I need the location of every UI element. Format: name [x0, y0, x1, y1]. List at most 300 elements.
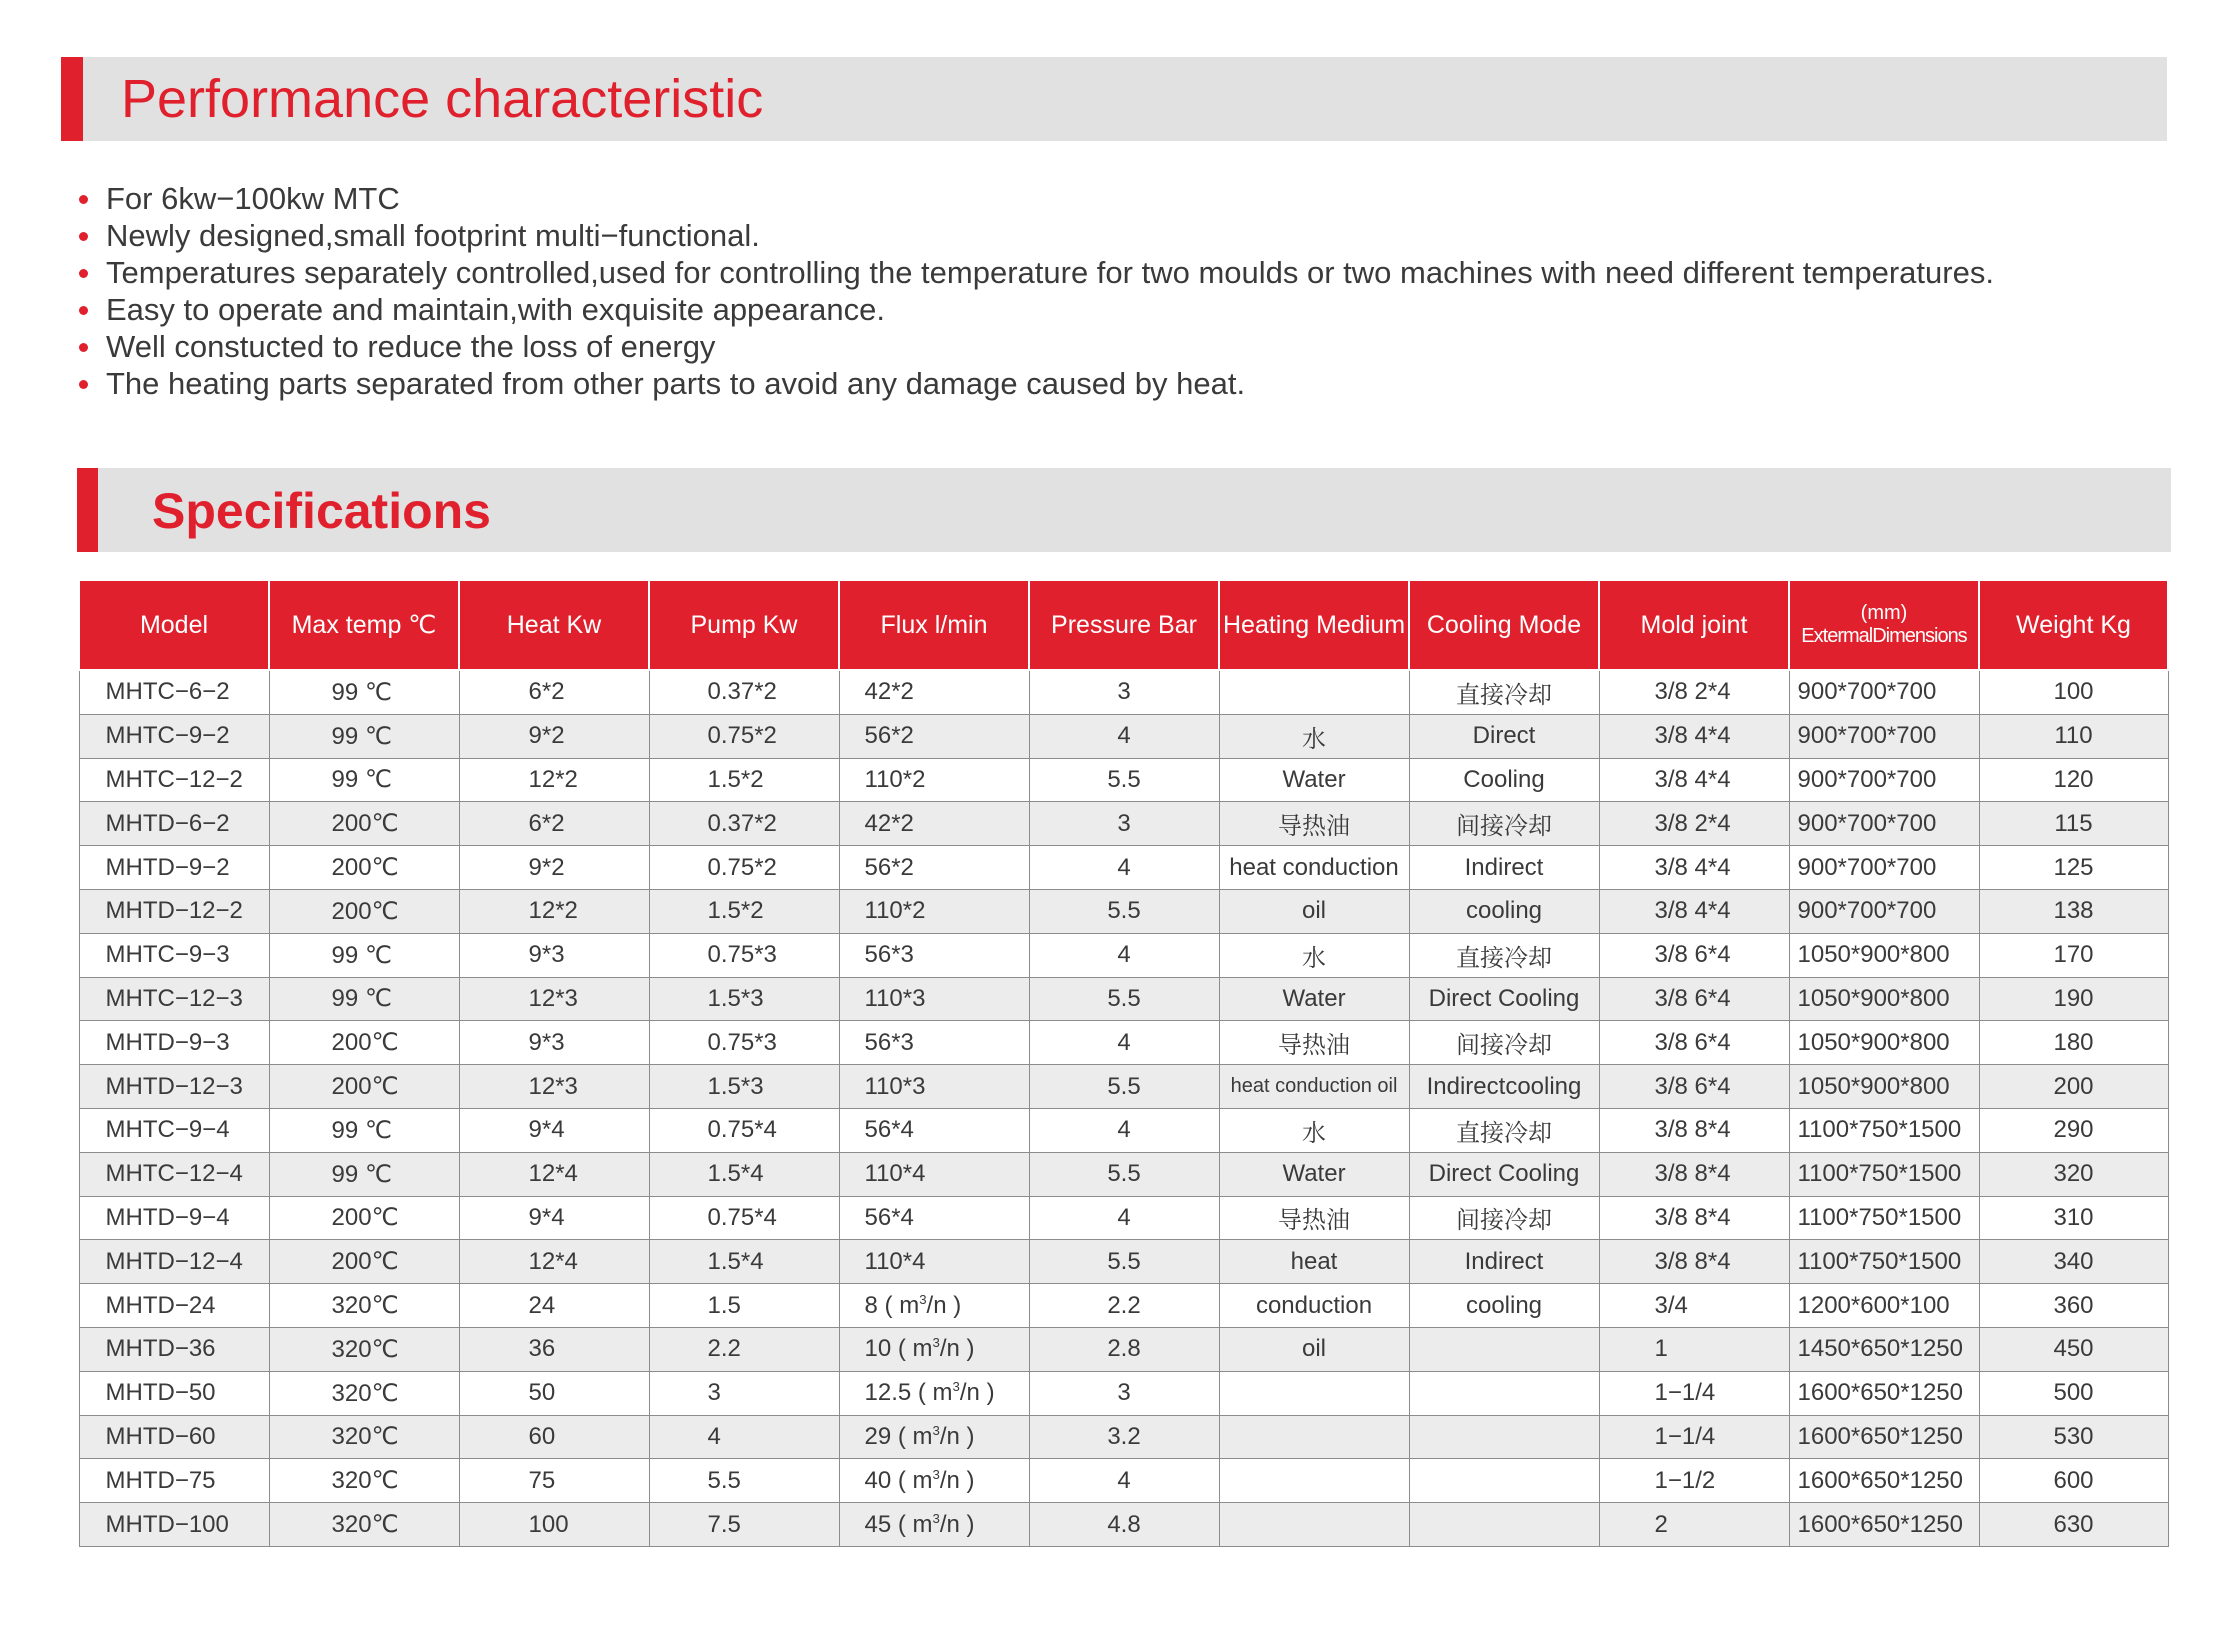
dimensions-unit: (mm) [1860, 602, 1908, 624]
cell-pump: 0.75*3 [649, 933, 839, 977]
cell-weight: 200 [1979, 1065, 2168, 1109]
cell-flux: 56*2 [839, 714, 1029, 758]
col-header-heat: Heat Kw [459, 580, 649, 670]
cell-dimensions: 1600*650*1250 [1789, 1371, 1979, 1415]
cell-flux: 110*4 [839, 1152, 1029, 1196]
cell-pump: 0.75*4 [649, 1108, 839, 1152]
specifications-title: Specifications [152, 483, 491, 539]
cell-weight: 290 [1979, 1108, 2168, 1152]
cell-mold-joint: 3/8 6*4 [1599, 1021, 1789, 1065]
cell-model: MHTC−12−2 [79, 758, 269, 802]
specifications-table [78, 579, 2169, 1547]
cell-pump: 5.5 [649, 1459, 839, 1503]
cell-pressure: 5.5 [1029, 1065, 1219, 1109]
cell-weight: 340 [1979, 1240, 2168, 1284]
cell-heating-medium: oil [1219, 889, 1409, 933]
table-row [79, 1240, 2168, 1284]
cell-weight: 138 [1979, 889, 2168, 933]
cell-pressure: 2.8 [1029, 1327, 1219, 1371]
cell-mold-joint: 2 [1599, 1503, 1789, 1547]
cell-mold-joint: 1 [1599, 1327, 1789, 1371]
col-header-heating-medium: Heating Medium [1219, 580, 1409, 670]
feature-item [76, 291, 1994, 328]
flux-unit-close: /n ) [939, 1422, 975, 1450]
cell-mold-joint: 3/8 4*4 [1599, 714, 1789, 758]
cell-model: MHTD−12−4 [79, 1240, 269, 1284]
flux-value: 12.5 [864, 1379, 912, 1407]
cell-dimensions: 1200*600*100 [1789, 1284, 1979, 1328]
cell-mold-joint: 3/4 [1599, 1284, 1789, 1328]
feature-item [76, 217, 1994, 254]
cell-mold-joint: 3/8 4*4 [1599, 889, 1789, 933]
table-row [79, 714, 2168, 758]
flux-unit-close: /n ) [939, 1466, 975, 1494]
cell-cooling-mode [1409, 1327, 1599, 1371]
cell-heat: 12*2 [459, 889, 649, 933]
cell-cooling-mode: Indirectcooling [1409, 1065, 1599, 1109]
cell-max-temp: 320℃ [269, 1371, 459, 1415]
cell-heating-medium: heat conduction oil [1219, 1065, 1409, 1109]
cell-weight: 630 [1979, 1503, 2168, 1547]
cell-heating-medium [1219, 1503, 1409, 1547]
cell-weight: 115 [1979, 802, 2168, 846]
cell-max-temp: 320℃ [269, 1327, 459, 1371]
flux-unit-close: /n ) [939, 1510, 975, 1538]
flux-unit-close: /n ) [959, 1379, 995, 1407]
cell-cooling-mode: 直接冷却 [1409, 670, 1599, 714]
cell-weight: 320 [1979, 1152, 2168, 1196]
cell-mold-joint: 3/8 2*4 [1599, 802, 1789, 846]
cell-mold-joint: 3/8 4*4 [1599, 846, 1789, 890]
table-row [79, 977, 2168, 1021]
feature-text: For 6kw−100kw MTC [106, 181, 400, 216]
flux-unit-open: ( m [877, 1291, 920, 1319]
cell-heat: 9*4 [459, 1196, 649, 1240]
cell-mold-joint: 3/8 2*4 [1599, 670, 1789, 714]
cell-weight: 125 [1979, 846, 2168, 890]
cell-heating-medium: heat conduction [1219, 846, 1409, 890]
bullet-dot-icon [79, 306, 88, 315]
cell-dimensions: 1100*750*1500 [1789, 1108, 1979, 1152]
cell-max-temp: 320℃ [269, 1503, 459, 1547]
cell-pressure: 4.8 [1029, 1503, 1219, 1547]
table-row [79, 1284, 2168, 1328]
flux-unit-exponent: 3 [932, 1422, 940, 1438]
cell-flux [839, 1459, 1029, 1503]
cell-model: MHTC−12−3 [79, 977, 269, 1021]
cell-mold-joint: 3/8 6*4 [1599, 933, 1789, 977]
cell-model: MHTD−12−2 [79, 889, 269, 933]
flux-unit-open: ( m [911, 1379, 953, 1407]
table-row [79, 1371, 2168, 1415]
cell-max-temp: 320℃ [269, 1415, 459, 1459]
cell-max-temp: 99 ℃ [269, 758, 459, 802]
cell-pressure: 4 [1029, 1459, 1219, 1503]
cell-max-temp: 99 ℃ [269, 670, 459, 714]
cell-weight: 450 [1979, 1327, 2168, 1371]
cell-model: MHTD−100 [79, 1503, 269, 1547]
cell-max-temp: 200℃ [269, 802, 459, 846]
cell-dimensions: 1050*900*800 [1789, 933, 1979, 977]
cell-flux: 56*4 [839, 1108, 1029, 1152]
cell-dimensions: 1050*900*800 [1789, 977, 1979, 1021]
flux-unit-open: ( m [891, 1422, 933, 1450]
table-row [79, 802, 2168, 846]
cell-flux [839, 1371, 1029, 1415]
cell-heating-medium: heat [1219, 1240, 1409, 1284]
cell-mold-joint: 3/8 8*4 [1599, 1196, 1789, 1240]
dimensions-label: ExtermalDimensions [1801, 625, 1967, 647]
cell-max-temp: 200℃ [269, 1196, 459, 1240]
cell-heat: 9*3 [459, 933, 649, 977]
cell-cooling-mode: cooling [1409, 889, 1599, 933]
cell-flux: 56*4 [839, 1196, 1029, 1240]
cell-model: MHTC−9−3 [79, 933, 269, 977]
cell-model: MHTD−36 [79, 1327, 269, 1371]
cell-pressure: 3 [1029, 802, 1219, 846]
cell-pressure: 3 [1029, 670, 1219, 714]
cell-model: MHTD−9−2 [79, 846, 269, 890]
cell-dimensions: 1050*900*800 [1789, 1065, 1979, 1109]
cell-model: MHTC−12−4 [79, 1152, 269, 1196]
cell-pressure: 4 [1029, 1196, 1219, 1240]
cell-pump: 0.75*3 [649, 1021, 839, 1065]
cell-cooling-mode: Direct Cooling [1409, 977, 1599, 1021]
cell-heat: 6*2 [459, 670, 649, 714]
cell-max-temp: 200℃ [269, 1240, 459, 1284]
cell-heat: 12*4 [459, 1152, 649, 1196]
table-row [79, 933, 2168, 977]
cell-heating-medium: conduction [1219, 1284, 1409, 1328]
cell-cooling-mode: Direct Cooling [1409, 1152, 1599, 1196]
feature-text: Temperatures separately controlled,used for controlling the temperature for two moulds or two machines with need different temperatures. [106, 255, 1994, 290]
cell-max-temp: 320℃ [269, 1459, 459, 1503]
cell-dimensions: 900*700*700 [1789, 802, 1979, 846]
table-header-row [79, 580, 2168, 670]
col-header-pressure: Pressure Bar [1029, 580, 1219, 670]
cell-weight: 120 [1979, 758, 2168, 802]
cell-model: MHTD−75 [79, 1459, 269, 1503]
cell-flux: 110*2 [839, 758, 1029, 802]
cell-flux: 110*3 [839, 977, 1029, 1021]
flux-unit-exponent: 3 [952, 1379, 960, 1395]
flux-value: 8 [864, 1291, 878, 1319]
cell-weight: 310 [1979, 1196, 2168, 1240]
cell-heating-medium: 导热油 [1219, 802, 1409, 846]
cell-mold-joint: 1−1/4 [1599, 1371, 1789, 1415]
table-row [79, 846, 2168, 890]
header-accent-bar [61, 57, 83, 141]
cell-heat: 36 [459, 1327, 649, 1371]
cell-max-temp: 200℃ [269, 1021, 459, 1065]
col-header-weight: Weight Kg [1979, 580, 2168, 670]
cell-cooling-mode: Indirect [1409, 846, 1599, 890]
cell-weight: 530 [1979, 1415, 2168, 1459]
cell-cooling-mode [1409, 1371, 1599, 1415]
col-header-pump: Pump Kw [649, 580, 839, 670]
cell-dimensions: 900*700*700 [1789, 714, 1979, 758]
table-row [79, 1415, 2168, 1459]
cell-dimensions: 900*700*700 [1789, 889, 1979, 933]
feature-item [76, 365, 1994, 402]
cell-flux: 56*3 [839, 933, 1029, 977]
cell-pressure: 3.2 [1029, 1415, 1219, 1459]
cell-cooling-mode: Indirect [1409, 1240, 1599, 1284]
cell-flux: 42*2 [839, 670, 1029, 714]
cell-heat: 12*2 [459, 758, 649, 802]
cell-pressure: 4 [1029, 846, 1219, 890]
cell-weight: 170 [1979, 933, 2168, 977]
cell-flux [839, 1327, 1029, 1371]
bullet-dot-icon [79, 380, 88, 389]
cell-dimensions: 1600*650*1250 [1789, 1415, 1979, 1459]
cell-dimensions: 900*700*700 [1789, 758, 1979, 802]
cell-weight: 100 [1979, 670, 2168, 714]
feature-item [76, 180, 1994, 217]
feature-list [76, 180, 1994, 402]
col-header-model: Model [79, 580, 269, 670]
cell-heat: 9*2 [459, 846, 649, 890]
cell-heating-medium [1219, 1459, 1409, 1503]
cell-heat: 100 [459, 1503, 649, 1547]
cell-model: MHTD−50 [79, 1371, 269, 1415]
cell-dimensions: 1600*650*1250 [1789, 1459, 1979, 1503]
flux-unit-exponent: 3 [919, 1291, 927, 1307]
cell-max-temp: 200℃ [269, 889, 459, 933]
feature-text: Well constucted to reduce the loss of energy [106, 329, 716, 364]
cell-dimensions: 1600*650*1250 [1789, 1503, 1979, 1547]
cell-dimensions: 1100*750*1500 [1789, 1196, 1979, 1240]
feature-text: Newly designed,small footprint multi−functional. [106, 218, 760, 253]
cell-flux: 110*4 [839, 1240, 1029, 1284]
cell-pump: 1.5*2 [649, 889, 839, 933]
feature-text: The heating parts separated from other parts to avoid any damage caused by heat. [106, 366, 1246, 401]
cell-heat: 6*2 [459, 802, 649, 846]
cell-mold-joint: 1−1/4 [1599, 1415, 1789, 1459]
cell-cooling-mode [1409, 1459, 1599, 1503]
bullet-dot-icon [79, 269, 88, 278]
cell-pressure: 5.5 [1029, 1240, 1219, 1284]
cell-max-temp: 320℃ [269, 1284, 459, 1328]
cell-cooling-mode: 间接冷却 [1409, 802, 1599, 846]
bullet-dot-icon [79, 343, 88, 352]
flux-unit-exponent: 3 [932, 1510, 940, 1526]
table-row [79, 1459, 2168, 1503]
cell-heating-medium [1219, 670, 1409, 714]
cell-model: MHTC−9−2 [79, 714, 269, 758]
cell-heat: 24 [459, 1284, 649, 1328]
cell-cooling-mode: 间接冷却 [1409, 1021, 1599, 1065]
performance-title: Performance characteristic [121, 69, 764, 129]
cell-pump: 0.75*2 [649, 846, 839, 890]
cell-cooling-mode [1409, 1415, 1599, 1459]
cell-flux [839, 1415, 1029, 1459]
cell-mold-joint: 3/8 8*4 [1599, 1108, 1789, 1152]
table-row [79, 1327, 2168, 1371]
cell-heating-medium [1219, 1415, 1409, 1459]
cell-pressure: 4 [1029, 714, 1219, 758]
cell-pressure: 2.2 [1029, 1284, 1219, 1328]
cell-cooling-mode: cooling [1409, 1284, 1599, 1328]
cell-pump: 4 [649, 1415, 839, 1459]
cell-max-temp: 200℃ [269, 1065, 459, 1109]
cell-pump: 0.75*2 [649, 714, 839, 758]
cell-flux: 110*3 [839, 1065, 1029, 1109]
cell-heating-medium: Water [1219, 977, 1409, 1021]
cell-cooling-mode [1409, 1503, 1599, 1547]
cell-cooling-mode: 间接冷却 [1409, 1196, 1599, 1240]
cell-pump: 2.2 [649, 1327, 839, 1371]
cell-cooling-mode: Cooling [1409, 758, 1599, 802]
cell-pump: 1.5*4 [649, 1240, 839, 1284]
bullet-dot-icon [79, 195, 88, 204]
cell-pressure: 4 [1029, 1108, 1219, 1152]
cell-heating-medium: Water [1219, 758, 1409, 802]
flux-unit-exponent: 3 [932, 1466, 940, 1482]
cell-max-temp: 99 ℃ [269, 1108, 459, 1152]
cell-heat: 60 [459, 1415, 649, 1459]
cell-pump: 0.37*2 [649, 670, 839, 714]
table-row [79, 758, 2168, 802]
cell-mold-joint: 3/8 6*4 [1599, 977, 1789, 1021]
cell-weight: 360 [1979, 1284, 2168, 1328]
feature-item [76, 328, 1994, 365]
cell-model: MHTD−12−3 [79, 1065, 269, 1109]
cell-weight: 180 [1979, 1021, 2168, 1065]
cell-mold-joint: 1−1/2 [1599, 1459, 1789, 1503]
flux-value: 45 [864, 1510, 892, 1538]
cell-model: MHTD−9−4 [79, 1196, 269, 1240]
cell-heat: 9*3 [459, 1021, 649, 1065]
cell-pressure: 4 [1029, 1021, 1219, 1065]
cell-dimensions: 900*700*700 [1789, 670, 1979, 714]
bullet-dot-icon [79, 232, 88, 241]
cell-flux: 110*2 [839, 889, 1029, 933]
cell-heating-medium: 导热油 [1219, 1021, 1409, 1065]
cell-weight: 110 [1979, 714, 2168, 758]
cell-dimensions: 1050*900*800 [1789, 1021, 1979, 1065]
cell-pump: 1.5*3 [649, 1065, 839, 1109]
cell-max-temp: 99 ℃ [269, 714, 459, 758]
cell-pump: 3 [649, 1371, 839, 1415]
cell-cooling-mode: 直接冷却 [1409, 1108, 1599, 1152]
cell-dimensions: 1100*750*1500 [1789, 1240, 1979, 1284]
col-header-mold-joint: Mold joint [1599, 580, 1789, 670]
header-accent-bar [77, 468, 98, 552]
cell-pressure: 5.5 [1029, 977, 1219, 1021]
cell-heat: 75 [459, 1459, 649, 1503]
cell-model: MHTD−9−3 [79, 1021, 269, 1065]
flux-unit-close: /n ) [926, 1291, 962, 1319]
cell-pump: 1.5*2 [649, 758, 839, 802]
cell-flux: 42*2 [839, 802, 1029, 846]
cell-heating-medium: 导热油 [1219, 1196, 1409, 1240]
cell-weight: 190 [1979, 977, 2168, 1021]
cell-mold-joint: 3/8 8*4 [1599, 1240, 1789, 1284]
feature-text: Easy to operate and maintain,with exquisite appearance. [106, 292, 885, 327]
cell-model: MHTC−6−2 [79, 670, 269, 714]
cell-pump: 1.5*4 [649, 1152, 839, 1196]
cell-mold-joint: 3/8 8*4 [1599, 1152, 1789, 1196]
flux-unit-close: /n ) [939, 1335, 975, 1363]
table-row [79, 1152, 2168, 1196]
cell-flux [839, 1503, 1029, 1547]
cell-model: MHTD−6−2 [79, 802, 269, 846]
cell-heat: 9*2 [459, 714, 649, 758]
col-header-flux: Flux l/min [839, 580, 1029, 670]
cell-cooling-mode: Direct [1409, 714, 1599, 758]
cell-max-temp: 99 ℃ [269, 977, 459, 1021]
cell-heating-medium: Water [1219, 1152, 1409, 1196]
flux-unit-open: ( m [891, 1466, 933, 1494]
cell-weight: 500 [1979, 1371, 2168, 1415]
cell-model: MHTC−9−4 [79, 1108, 269, 1152]
cell-heating-medium: 水 [1219, 1108, 1409, 1152]
table-row [79, 1065, 2168, 1109]
cell-max-temp: 99 ℃ [269, 1152, 459, 1196]
cell-cooling-mode: 直接冷却 [1409, 933, 1599, 977]
cell-pressure: 5.5 [1029, 758, 1219, 802]
cell-heat: 12*3 [459, 977, 649, 1021]
cell-flux [839, 1284, 1029, 1328]
specifications-header [77, 468, 2171, 552]
cell-pump: 0.75*4 [649, 1196, 839, 1240]
table-row [79, 1108, 2168, 1152]
cell-heat: 9*4 [459, 1108, 649, 1152]
cell-heating-medium: oil [1219, 1327, 1409, 1371]
cell-max-temp: 99 ℃ [269, 933, 459, 977]
cell-pressure: 4 [1029, 933, 1219, 977]
cell-heat: 12*3 [459, 1065, 649, 1109]
col-header-cooling-mode: Cooling Mode [1409, 580, 1599, 670]
flux-value: 40 [864, 1466, 892, 1494]
flux-value: 10 [864, 1335, 892, 1363]
cell-pump: 0.37*2 [649, 802, 839, 846]
cell-dimensions: 900*700*700 [1789, 846, 1979, 890]
cell-max-temp: 200℃ [269, 846, 459, 890]
col-header-dimensions [1789, 580, 1979, 670]
feature-item [76, 254, 1994, 291]
table-row [79, 670, 2168, 714]
cell-heat: 12*4 [459, 1240, 649, 1284]
cell-flux: 56*2 [839, 846, 1029, 890]
cell-pump: 7.5 [649, 1503, 839, 1547]
cell-mold-joint: 3/8 4*4 [1599, 758, 1789, 802]
performance-header [61, 57, 2167, 141]
cell-heating-medium [1219, 1371, 1409, 1415]
cell-heat: 50 [459, 1371, 649, 1415]
table-row [79, 1021, 2168, 1065]
cell-pressure: 5.5 [1029, 1152, 1219, 1196]
cell-pump: 1.5*3 [649, 977, 839, 1021]
cell-model: MHTD−24 [79, 1284, 269, 1328]
flux-unit-open: ( m [891, 1335, 933, 1363]
cell-heating-medium: 水 [1219, 714, 1409, 758]
flux-unit-exponent: 3 [932, 1335, 940, 1351]
flux-value: 29 [864, 1422, 892, 1450]
cell-dimensions: 1100*750*1500 [1789, 1152, 1979, 1196]
cell-dimensions: 1450*650*1250 [1789, 1327, 1979, 1371]
cell-mold-joint: 3/8 6*4 [1599, 1065, 1789, 1109]
table-row [79, 1196, 2168, 1240]
table-row [79, 889, 2168, 933]
cell-pressure: 5.5 [1029, 889, 1219, 933]
table-row [79, 1503, 2168, 1547]
cell-pressure: 3 [1029, 1371, 1219, 1415]
cell-model: MHTD−60 [79, 1415, 269, 1459]
cell-pump: 1.5 [649, 1284, 839, 1328]
flux-unit-open: ( m [891, 1510, 933, 1538]
